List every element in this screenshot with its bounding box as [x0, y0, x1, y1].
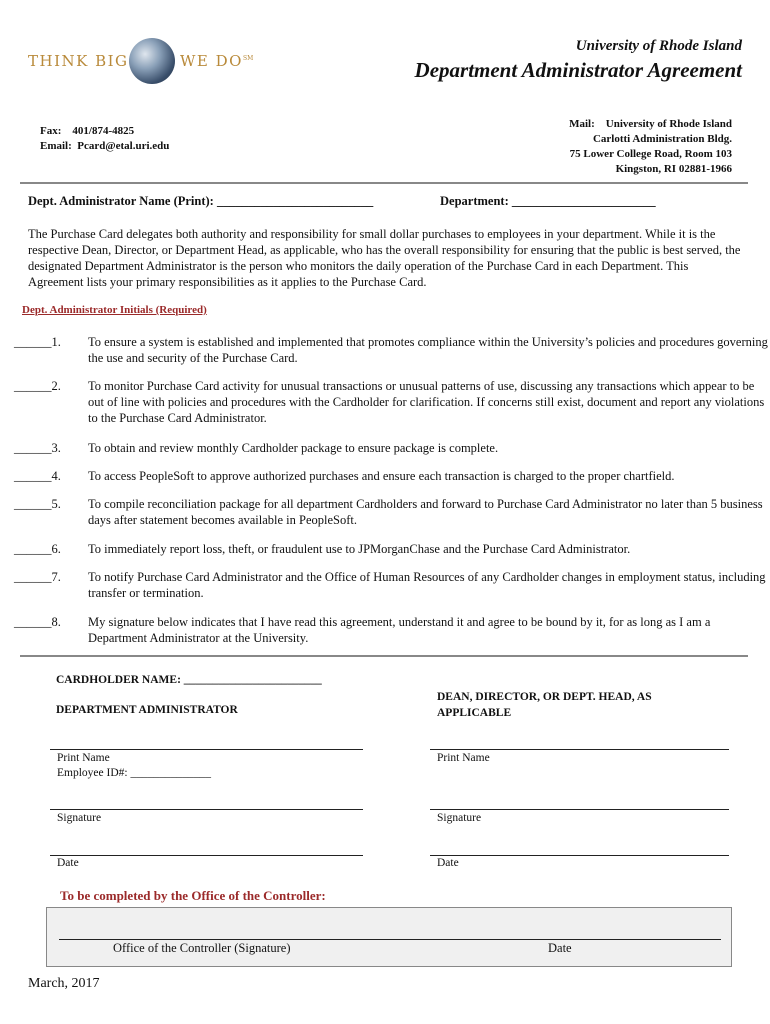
logo — [28, 38, 258, 88]
globe-icon — [129, 38, 175, 84]
initials-blank-1[interactable]: ______1. — [14, 335, 61, 349]
controller-heading: To be completed by the Office of the Controller: — [60, 888, 326, 903]
item-text-8: My signature below indicates that I have read this agreement, understand it and agree to be bound by it, for as long as I am a Department Administrator at the University. — [88, 615, 711, 645]
initials-heading: Dept. Administrator Initials (Required) — [22, 304, 207, 316]
initials-blank-2[interactable]: ______2. — [14, 379, 61, 393]
department-field[interactable]: Department: _______________________ — [440, 194, 656, 208]
logo-text-right: WE DO℠ — [180, 52, 254, 70]
list-item — [14, 569, 770, 601]
item-text-1: To ensure a system is established and implemented that promotes compliance within the University’s policies and procedures governing the use and security of the Purchase Card. — [88, 335, 768, 365]
print-name-label-right: Print Name — [437, 752, 490, 764]
admin-name-field[interactable]: Dept. Administrator Name (Print): _________________________ — [28, 194, 374, 208]
print-name-label-left: Print Name — [57, 752, 110, 764]
initials-blank-3[interactable]: ______3. — [14, 441, 61, 455]
logo-service-mark: SM — [242, 55, 254, 62]
dept-admin-heading: DEPARTMENT ADMINISTRATOR — [56, 704, 238, 716]
item-text-6: To immediately report loss, theft, or fraudulent use to JPMorganChase and the Purchase Card Administrator. — [88, 542, 631, 556]
mail-line-1: University of Rhode Island — [605, 118, 732, 130]
item-text-3: To obtain and review monthly Cardholder package to ensure package is complete. — [88, 441, 499, 455]
list-item — [14, 541, 770, 557]
date-line-right[interactable] — [430, 855, 729, 856]
mail-line-4: Kingston, RI 02881-1966 — [615, 163, 732, 175]
initials-blank-5[interactable]: ______5. — [14, 497, 61, 511]
list-item — [14, 614, 770, 646]
list-item — [14, 440, 770, 456]
list-item — [14, 334, 770, 366]
dean-heading-line-2: APPLICABLE — [437, 707, 512, 719]
intro-paragraph: The Purchase Card delegates both authority and responsibility for small dollar purchases to employees in your department. While it is the respective Dean, Director, or Department Head, as applicable, who has the overall responsibility for ensuring that the public is best served, the designated Department Administrator is the person who monitors the daily operation of the Purchase Card in each Department. This Agreement lists your primary responsibilities as it applies to the Purchase Card. — [28, 227, 741, 289]
initials-blank-4[interactable]: ______4. — [14, 469, 61, 483]
item-text-7: To notify Purchase Card Administrator and the Office of Human Resources of any Cardholder changes in employment status, including transfer or termination. — [88, 570, 766, 600]
employee-id-field[interactable]: Employee ID#: ______________ — [57, 767, 211, 779]
initials-blank-8[interactable]: ______8. — [14, 615, 61, 629]
list-item — [14, 496, 770, 528]
cardholder-name-field[interactable]: CARDHOLDER NAME: ________________________ — [56, 674, 322, 686]
list-item — [14, 468, 770, 484]
signature-label-left: Signature — [57, 812, 102, 824]
item-text-5: To compile reconciliation package for all department Cardholders and forward to Purchase Card Administrator no later than 5 business days after statement becomes available in PeopleSoft. — [88, 497, 763, 527]
mail-line-2: Carlotti Administration Bldg. — [592, 133, 732, 145]
mail-address — [472, 117, 732, 177]
dean-heading-line-1: DEAN, DIRECTOR, OR DEPT. HEAD, AS — [437, 691, 652, 703]
date-line-left[interactable] — [50, 855, 363, 856]
email-line: Email: Pcard@etal.uri.edu — [40, 140, 170, 152]
initials-blank-6[interactable]: ______6. — [14, 542, 61, 556]
dean-heading — [437, 689, 652, 721]
university-name: University of Rhode Island — [575, 38, 742, 54]
mail-label: Mail: — [569, 118, 595, 130]
page-title: Department Administrator Agreement — [414, 58, 742, 82]
print-name-line-left[interactable] — [50, 749, 363, 750]
list-item — [14, 378, 770, 426]
item-text-2: To monitor Purchase Card activity for unusual transactions or unusual patterns of use, discussing any transactions which appear to be out of line with policies and procedures with the Cardholder for clarification. If concerns still exist, document and report any violations to the Purchase Card Administrator. — [88, 379, 765, 425]
print-name-line-right[interactable] — [430, 749, 729, 750]
controller-signature-label: Office of the Controller (Signature) — [113, 941, 291, 955]
mail-line-3: 75 Lower College Road, Room 103 — [569, 148, 732, 160]
controller-box — [46, 907, 732, 967]
initials-blank-7[interactable]: ______7. — [14, 570, 61, 584]
signature-line-right[interactable] — [430, 809, 729, 810]
signature-label-right: Signature — [437, 812, 482, 824]
item-text-4: To access PeopleSoft to approve authorized purchases and ensure each transaction is charged to the proper chartfield. — [88, 469, 675, 483]
date-label-right: Date — [437, 857, 459, 869]
divider-top — [20, 182, 748, 184]
controller-signature-line[interactable] — [59, 939, 721, 940]
controller-date-label: Date — [548, 941, 572, 955]
fax-line: Fax: 401/874-4825 — [40, 125, 135, 137]
logo-text-left: THINK BIG — [28, 52, 129, 70]
signature-line-left[interactable] — [50, 809, 363, 810]
date-label-left: Date — [57, 857, 79, 869]
divider-bottom — [20, 655, 748, 657]
footer-date: March, 2017 — [28, 976, 100, 991]
